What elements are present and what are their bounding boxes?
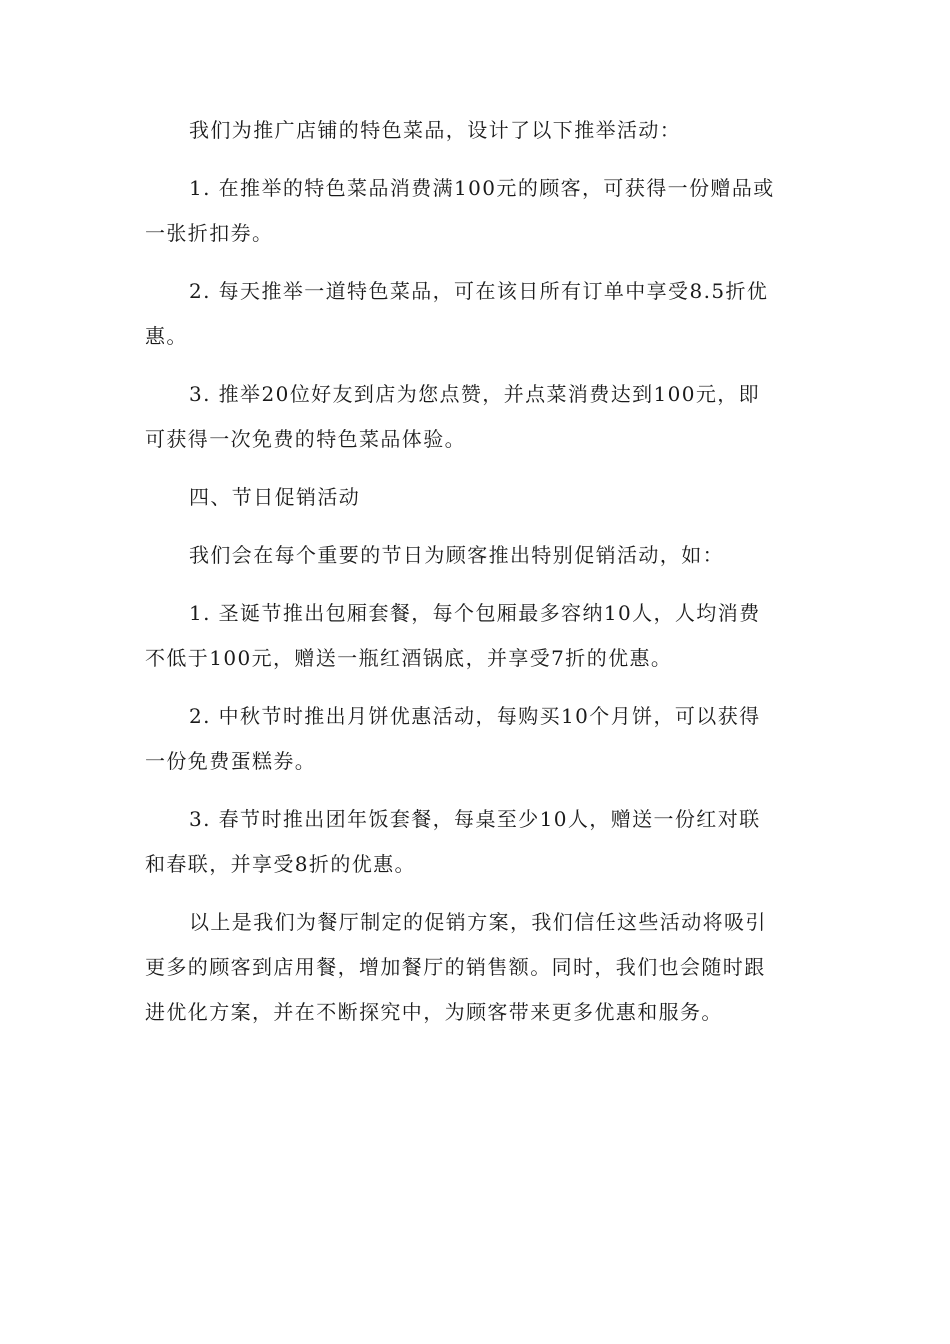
paragraph-holiday-item-2: 2. 中秋节时推出月饼优惠活动，每购买10个月饼，可以获得 一份免费蛋糕券。 [145, 704, 761, 773]
paragraph-intro: 我们为推广店铺的特色菜品，设计了以下推举活动： [189, 118, 682, 142]
paragraph-holiday-item-1: 1. 圣诞节推出包厢套餐，每个包厢最多容纳10人，人均消费 不低于100元，赠送一瓶红酒锅底，并享受7折的优惠。 [145, 601, 761, 670]
paragraph-item-1: 1. 在推举的特色菜品消费满100元的顾客，可获得一份赠品或 一张折扣券。 [145, 176, 775, 245]
document-body [145, 108, 805, 1048]
paragraph-holiday-intro: 我们会在每个重要的节日为顾客推出特别促销活动，如： [189, 543, 724, 567]
paragraph-holiday-item-3: 3. 春节时推出团年饭套餐，每桌至少10人，赠送一份红对联 和春联，并享受8折的优惠。 [145, 807, 761, 876]
paragraph-item-3: 3. 推举20位好友到店为您点赞，并点菜消费达到100元，即 可获得一次免费的特色菜品体验。 [145, 382, 761, 451]
section-heading-holiday: 四、节日促销活动 [189, 485, 361, 509]
paragraph-conclusion: 以上是我们为餐厅制定的促销方案，我们信任这些活动将吸引 更多的顾客到店用餐，增加餐厅的销售额。同时，我们也会随时跟 进优化方案，并在不断探究中，为顾客带来更多优惠和服务。 [145, 910, 767, 1024]
paragraph-item-2: 2. 每天推举一道特色菜品，可在该日所有订单中享受8.5折优 惠。 [145, 279, 769, 348]
